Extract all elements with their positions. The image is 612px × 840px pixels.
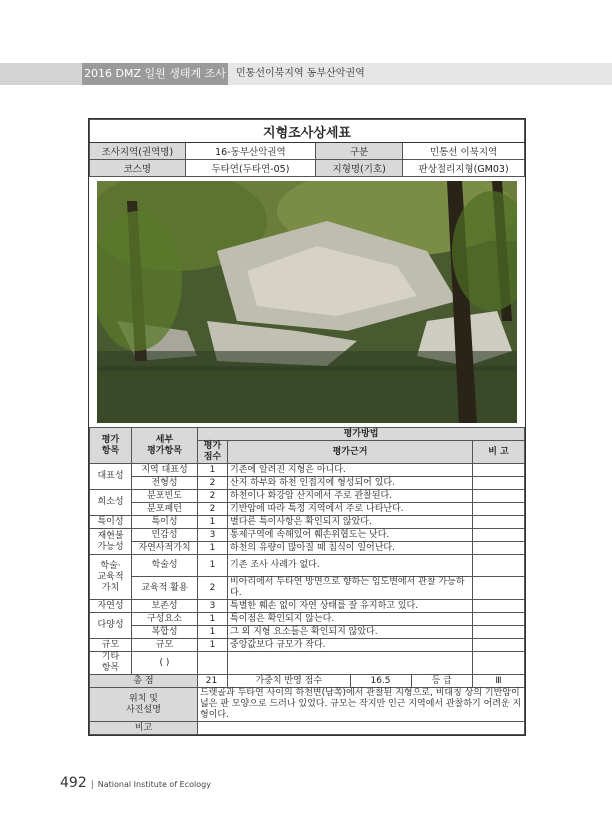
eval-note [473,490,525,503]
evaluation-section [89,427,525,735]
eval-item: 재현불 가능성 [90,529,132,555]
evaluation-row [90,503,525,516]
total-value: 21 [198,675,228,688]
eval-sub-item: ( ) [132,652,198,675]
survey-sheet [88,118,526,736]
eval-note [473,639,525,652]
eval-score: 2 [198,477,228,490]
eval-sub-item: 지역 대표성 [132,464,198,477]
evaluation-row [90,464,525,477]
eval-score: 2 [198,577,228,600]
eval-score: 3 [198,600,228,613]
remark-value [198,722,525,735]
eval-sub-item: 구성요소 [132,613,198,626]
eval-sub-item: 학술성 [132,555,198,577]
eval-note [473,516,525,529]
page-footer [60,775,211,791]
eval-score [198,652,228,675]
summary-cells [228,675,473,688]
eval-item: 대표성 [90,464,132,490]
eval-basis: 특별한 훼손 없이 자연 상태를 잘 유지하고 있다. [228,600,473,613]
eval-note [473,464,525,477]
eval-note [473,600,525,613]
grade-value: Ⅲ [473,675,525,688]
eval-sub-item: 복합성 [132,626,198,639]
evaluation-rows [90,464,525,675]
eval-basis: 기존 조사 사례가 없다. [228,555,473,577]
eval-sub-item: 교육적 활용 [132,577,198,600]
eval-note [473,555,525,577]
col-note-header: 비 고 [473,441,525,464]
course-label: 코스명 [90,160,186,177]
eval-basis: 특이점은 확인되지 않는다. [228,613,473,626]
evaluation-row [90,477,525,490]
eval-sub-item: 민감성 [132,529,198,542]
eval-score: 1 [198,516,228,529]
eval-score: 1 [198,464,228,477]
landform-photo [97,181,517,423]
eval-item: 학술· 교육적 가치 [90,555,132,600]
eval-note [473,626,525,639]
eval-basis: 통제구역에 속해있어 훼손위협도는 낮다. [228,529,473,542]
evaluation-table [89,427,525,735]
evaluation-row [90,555,525,577]
region-label: 조사지역(권역명) [90,143,186,160]
eval-item: 규모 [90,639,132,652]
header-left-block [0,63,82,85]
landform-label: 지형명(기호) [316,160,403,177]
photo-illustration [97,181,517,423]
eval-basis: 그 외 지형 요소들은 확인되지 않았다. [228,626,473,639]
eval-note [473,503,525,516]
eval-score: 1 [198,555,228,577]
eval-basis: 하천의 유량이 많아질 때 침식이 일어난다. [228,542,473,555]
header-title: 2016 DMZ 일원 생태계 조사 [84,67,226,80]
evaluation-row [90,639,525,652]
evaluation-row [90,600,525,613]
eval-score: 1 [198,613,228,626]
eval-note [473,529,525,542]
eval-sub-item: 특이성 [132,516,198,529]
eval-item: 희소성 [90,490,132,516]
eval-note [473,652,525,675]
col-sub-header: 세부 평가항목 [132,428,198,464]
info-table [89,119,525,177]
evaluation-row [90,577,525,600]
col-basis-header: 평가근거 [228,441,473,464]
division-value: 민통선 이북지역 [403,143,525,160]
eval-item: 특이성 [90,516,132,529]
col-method-header: 평가방법 [198,428,525,441]
eval-basis [228,652,473,675]
footer-org: National Institute of Ecology [97,780,211,789]
eval-sub-item: 분포패턴 [132,503,198,516]
sheet-title: 지형조사상세표 [90,120,525,143]
eval-score: 1 [198,626,228,639]
eval-sub-item: 보존성 [132,600,198,613]
evaluation-row [90,626,525,639]
eval-basis: 기존에 알려진 지형은 아니다. [228,464,473,477]
evaluation-row [90,542,525,555]
footer-separator: | [90,780,94,790]
evaluation-row [90,490,525,503]
region-value: 16-동부산악권역 [185,143,316,160]
grade-label: 등 급 [431,675,452,686]
eval-sub-item: 분포빈도 [132,490,198,503]
course-value: 두타연(두타연-05) [185,160,316,177]
weighted-value: 16.5 [350,675,411,687]
eval-basis: 중앙값보다 규모가 작다. [228,639,473,652]
evaluation-row [90,652,525,675]
eval-score: 3 [198,529,228,542]
eval-score: 2 [198,490,228,503]
eval-note [473,577,525,600]
eval-basis: 별다른 특이사항은 확인되지 않았다. [228,516,473,529]
evaluation-row [90,529,525,542]
evaluation-row [90,516,525,529]
eval-basis: 비아리에서 두타연 방면으로 향하는 임도변에서 관찰 가능하다. [228,577,473,600]
eval-note [473,613,525,626]
eval-basis: 산지 하부와 하천 인접지에 형성되어 있다. [228,477,473,490]
weighted-label: 가중치 반영 점수 [228,675,350,687]
eval-item: 기타 항목 [90,652,132,675]
eval-basis: 하천이나 화강암 산지에서 주로 관찰된다. [228,490,473,503]
remark-label: 비고 [90,722,198,735]
eval-score: 2 [198,503,228,516]
eval-item: 다양성 [90,613,132,639]
total-label: 총 점 [90,675,198,688]
location-value: 드렛골과 두타연 사이의 하천변(남쪽)에서 관찰된 지형으로, 비대칭 상의 기반암이 넓은 판 모양으로 드러나 있었다. 규모는 작지만 인근 지역에서 관찰하기 어려운 지형이다. [198,688,525,722]
col-score-header: 평가 점수 [198,441,228,464]
division-label: 구분 [316,143,403,160]
page-number: 492 [60,775,87,791]
col-item-header: 평가 항목 [90,428,132,464]
eval-item: 자연성 [90,600,132,613]
eval-note [473,477,525,490]
header-subtitle: 민통선이북지역 동부산악권역 [236,68,365,79]
eval-sub-item: 자연사적가치 [132,542,198,555]
eval-score: 1 [198,542,228,555]
eval-note [473,542,525,555]
eval-score: 1 [198,639,228,652]
location-label: 위치 및 사진설명 [90,688,198,722]
eval-sub-item: 규모 [132,639,198,652]
eval-basis: 기반암에 따라 특정 지역에서 주로 나타난다. [228,503,473,516]
landform-value: 판상절리지형(GM03) [403,160,525,177]
evaluation-row [90,613,525,626]
eval-sub-item: 전형성 [132,477,198,490]
